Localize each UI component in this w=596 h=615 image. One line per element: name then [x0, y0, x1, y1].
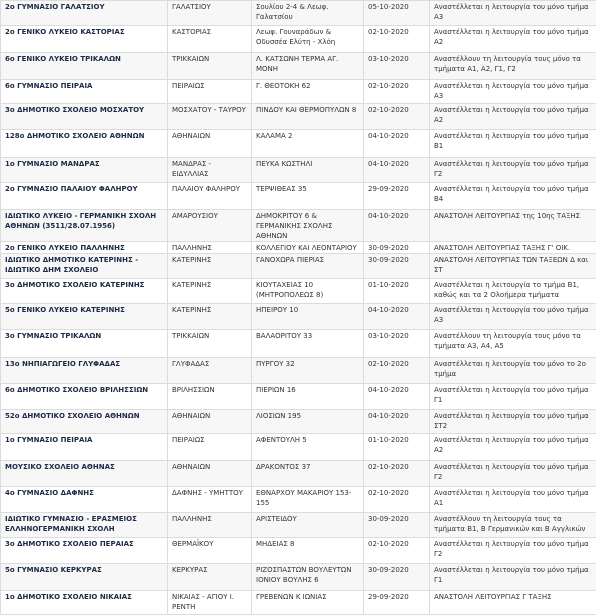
- address: ΠΙΝΔΟΥ ΚΑΙ ΘΕΡΜΟΠΥΛΩΝ 8: [252, 104, 364, 130]
- table-row: [1, 330, 596, 358]
- table-row: [1, 410, 596, 434]
- table-row: [1, 183, 596, 210]
- date: 30-09-2020: [364, 564, 430, 591]
- date: 02-10-2020: [364, 104, 430, 130]
- date: 03-10-2020: [364, 53, 430, 80]
- address: ΓΑΝΟΧΩΡΑ ΠΙΕΡΙΑΣ: [252, 254, 364, 279]
- address: ΡΙΖΟΣΠΑΣΤΩΝ ΒΟΥΛΕΥΤΩΝ ΙΟΝΙΟΥ ΒΟΥΛΗΣ 6: [252, 564, 364, 591]
- address: ΗΠΕΙΡΟΥ 10: [252, 304, 364, 330]
- municipality: ΠΑΛΑΙΟΥ ΦΑΛΗΡΟΥ: [168, 183, 252, 210]
- address: ΠΕΥΚΑ ΚΩΣΤΗΛΙ: [252, 158, 364, 183]
- status-text: Αναστέλλεται η λειτουργία του μόνο τμήμα Α2: [430, 434, 596, 461]
- municipality: ΤΡΙΚΚΑΙΩΝ: [168, 53, 252, 80]
- school-name: 3ο ΔΗΜΟΤΙΚΟ ΣΧΟΛΕΙΟ ΚΑΤΕΡΙΝΗΣ: [1, 279, 168, 304]
- table-row: [1, 53, 596, 80]
- municipality: ΔΑΦΝΗΣ - ΥΜΗΤΤΟΥ: [168, 487, 252, 513]
- school-name: 2ο ΓΕΝΙΚΟ ΛΥΚΕΙΟ ΚΑΣΤΟΡΙΑΣ: [1, 26, 168, 53]
- status-text: ΑΝΑΣΤΟΛΗ ΛΕΙΤΟΥΡΓΙΑΣ της 10ης ΤΑΞΗΣ: [430, 210, 596, 242]
- address: Σουλίου 2-4 & Λεωφ. Γαλατσίου: [252, 1, 364, 26]
- date: 04-10-2020: [364, 210, 430, 242]
- municipality: ΑΘΗΝΑΙΩΝ: [168, 130, 252, 158]
- address: ΔΡΑΚΟΝΤΟΣ 37: [252, 461, 364, 487]
- date: 04-10-2020: [364, 384, 430, 410]
- table-row: [1, 279, 596, 304]
- address: ΠΙΕΡΙΩΝ 16: [252, 384, 364, 410]
- status-text: ΑΝΑΣΤΟΛΗ ΛΕΙΤΟΥΡΓΙΑΣ ΤΩΝ ΤΑΞΕΩΝ Δ και ΣΤ: [430, 254, 596, 279]
- municipality: ΑΘΗΝΑΙΩΝ: [168, 410, 252, 434]
- school-name: 1ο ΔΗΜΟΤΙΚΟ ΣΧΟΛΕΙΟ ΝΙΚΑΙΑΣ: [1, 591, 168, 615]
- address: ΒΑΛΑΟΡΙΤΟΥ 33: [252, 330, 364, 358]
- municipality: ΓΛΥΦΑΔΑΣ: [168, 358, 252, 384]
- school-name: 2ο ΓΕΝΙΚΟ ΛΥΚΕΙΟ ΠΑΛΛΗΝΗΣ: [1, 242, 168, 254]
- address: ΤΕΡΨΙΘΕΑΣ 35: [252, 183, 364, 210]
- municipality: ΜΑΝΔΡΑΣ - ΕΙΔΥΛΛΙΑΣ: [168, 158, 252, 183]
- status-text: ΑΝΑΣΤΟΛΗ ΛΕΙΤΟΥΡΓΙΑΣ Γ ΤΑΞΗΣ: [430, 591, 596, 615]
- table-body: [1, 1, 596, 615]
- address: Γ. ΘΕΟΤΟΚΗ 62: [252, 80, 364, 104]
- table-row: [1, 513, 596, 538]
- school-name: 6ο ΓΥΜΝΑΣΙΟ ΠΕΙΡΑΙΑ: [1, 80, 168, 104]
- date: 04-10-2020: [364, 130, 430, 158]
- address: ΔΗΜΟΚΡΙΤΟΥ 6 & ΓΕΡΜΑΝΙΚΗΣ ΣΧΟΛΗΣ ΑΘΗΝΩΝ: [252, 210, 364, 242]
- address: ΑΦΕΝΤΟΥΛΗ 5: [252, 434, 364, 461]
- status-text: Αναστέλλεται η λειτουργία του μόνο τμήμα Α3: [430, 80, 596, 104]
- date: 02-10-2020: [364, 80, 430, 104]
- date: 02-10-2020: [364, 538, 430, 564]
- school-name: ΙΔΙΩΤΙΚΟ ΔΗΜΟΤΙΚΟ ΚΑΤΕΡΙΝΗΣ - ΙΔΙΩΤΙΚΟ ΔΗΜ ΣΧΟΛΕΙΟ: [1, 254, 168, 279]
- municipality: ΜΟΣΧΑΤΟΥ - ΤΑΥΡΟΥ: [168, 104, 252, 130]
- municipality: ΠΕΙΡΑΙΩΣ: [168, 80, 252, 104]
- status-text: Αναστέλλεται η λειτουργία του μόνο τμήμα Γ1: [430, 564, 596, 591]
- status-text: Αναστέλλεται η λειτουργία του μόνο τμήμα Α2: [430, 104, 596, 130]
- date: 30-09-2020: [364, 254, 430, 279]
- address: ΚΑΛΑΜΑ 2: [252, 130, 364, 158]
- school-name: 3ο ΓΥΜΝΑΣΙΟ ΤΡΙΚΑΛΩΝ: [1, 330, 168, 358]
- school-name: 52ο ΔΗΜΟΤΙΚΟ ΣΧΟΛΕΙΟ ΑΘΗΝΩΝ: [1, 410, 168, 434]
- status-text: Αναστέλλουν τη λειτουργία τους τα τμήματα Β1, Β Γερμανικών και Β Αγγλικών: [430, 513, 596, 538]
- status-text: Αναστέλλουν τη λειτουργία τους μόνο τα τμήματα Α3, Α4, Α5: [430, 330, 596, 358]
- school-name: 3ο ΔΗΜΟΤΙΚΟ ΣΧΟΛΕΙΟ ΠΕΡΑΙΑΣ: [1, 538, 168, 564]
- table-row: [1, 461, 596, 487]
- municipality: ΚΑΣΤΟΡΙΑΣ: [168, 26, 252, 53]
- table-row: [1, 104, 596, 130]
- table-row: [1, 26, 596, 53]
- school-name: 5ο ΓΥΜΝΑΣΙΟ ΚΕΡΚΥΡΑΣ: [1, 564, 168, 591]
- table-row: [1, 384, 596, 410]
- date: 04-10-2020: [364, 158, 430, 183]
- school-name: 4ο ΓΥΜΝΑΣΙΟ ΔΑΦΝΗΣ: [1, 487, 168, 513]
- status-text: Αναστέλλεται η λειτουργία του μόνο τμήμα Α3: [430, 1, 596, 26]
- school-name: ΜΟΥΣΙΚΟ ΣΧΟΛΕΙΟ ΑΘΗΝΑΣ: [1, 461, 168, 487]
- table-row: [1, 304, 596, 330]
- date: 03-10-2020: [364, 330, 430, 358]
- school-name: 2ο ΓΥΜΝΑΣΙΟ ΓΑΛΑΤΣΙΟΥ: [1, 1, 168, 26]
- municipality: ΤΡΙΚΚΑΙΩΝ: [168, 330, 252, 358]
- status-text: Αναστέλλεται η λειτουργία του μόνο τμήμα ΣΤ2: [430, 410, 596, 434]
- date: 04-10-2020: [364, 304, 430, 330]
- school-name: 6ο ΔΗΜΟΤΙΚΟ ΣΧΟΛΕΙΟ ΒΡΙΛΗΣΣΙΩΝ: [1, 384, 168, 410]
- address: ΜΗΔΕΙΑΣ 8: [252, 538, 364, 564]
- table-row: [1, 158, 596, 183]
- municipality: ΠΑΛΛΗΝΗΣ: [168, 242, 252, 254]
- status-text: Αναστέλλεται η λειτουργία το τμήμα Β1, καθώς και τα 2 Ολοήμερα τμήματα: [430, 279, 596, 304]
- status-text: Αναστέλλεται η λειτουργία του μόνο το 2ο τμήμα: [430, 358, 596, 384]
- school-name: ΙΔΙΩΤΙΚΟ ΛΥΚΕΙΟ - ΓΕΡΜΑΝΙΚΗ ΣΧΟΛΗ ΑΘΗΝΩΝ (3511/28.07.1956): [1, 210, 168, 242]
- municipality: ΠΑΛΛΗΝΗΣ: [168, 513, 252, 538]
- date: 01-10-2020: [364, 434, 430, 461]
- municipality: ΝΙΚΑΙΑΣ - ΑΓΙΟΥ Ι. ΡΕΝΤΗ: [168, 591, 252, 615]
- table-row: [1, 434, 596, 461]
- municipality: ΚΑΤΕΡΙΝΗΣ: [168, 279, 252, 304]
- municipality: ΚΑΤΕΡΙΝΗΣ: [168, 254, 252, 279]
- date: 05-10-2020: [364, 1, 430, 26]
- status-text: Αναστέλλεται η λειτουργία του μόνο τμήμα Β4: [430, 183, 596, 210]
- school-name: 6ο ΓΕΝΙΚΟ ΛΥΚΕΙΟ ΤΡΙΚΑΛΩΝ: [1, 53, 168, 80]
- municipality: ΠΕΙΡΑΙΩΣ: [168, 434, 252, 461]
- school-name: ΙΔΙΩΤΙΚΟ ΓΥΜΝΑΣΙΟ - ΕΡΑΣΜΕΙΟΣ ΕΛΛΗΝΟΓΕΡΜΑΝΙΚΗ ΣΧΟΛΗ: [1, 513, 168, 538]
- school-name: 1ο ΓΥΜΝΑΣΙΟ ΠΕΙΡΑΙΑ: [1, 434, 168, 461]
- status-text: Αναστέλλεται η λειτουργία του μόνο τμήμα Α2: [430, 26, 596, 53]
- address: Λεωφ. Γουναράδων & Οδυσσέα Ελύτη - Χλόη: [252, 26, 364, 53]
- status-text: Αναστέλλεται η λειτουργία του μόνο τμήμα Β1: [430, 130, 596, 158]
- status-text: Αναστέλλουν τη λειτουργία τους μόνο τα τμήματα Α1, Α2, Γ1, Γ2: [430, 53, 596, 80]
- address: ΚΟΛΛΕΓΙΟΥ ΚΑΙ ΛΕΟΝΤΑΡΙΟΥ: [252, 242, 364, 254]
- municipality: ΚΕΡΚΥΡΑΣ: [168, 564, 252, 591]
- table-row: [1, 80, 596, 104]
- school-name: 13ο ΝΗΠΙΑΓΩΓΕΙΟ ΓΛΥΦΑΔΑΣ: [1, 358, 168, 384]
- municipality: ΘΕΡΜΑΪΚΟΥ: [168, 538, 252, 564]
- municipality: ΑΘΗΝΑΙΩΝ: [168, 461, 252, 487]
- status-text: Αναστέλλεται η λειτουργία του μόνο τμήμα Γ1: [430, 384, 596, 410]
- school-name: 5ο ΓΕΝΙΚΟ ΛΥΚΕΙΟ ΚΑΤΕΡΙΝΗΣ: [1, 304, 168, 330]
- status-text: Αναστέλλεται η λειτουργία του μόνο τμήμα Γ2: [430, 538, 596, 564]
- address: ΑΡΙΣΤΕΙΔΟΥ: [252, 513, 364, 538]
- school-name: 1ο ΓΥΜΝΑΣΙΟ ΜΑΝΔΡΑΣ: [1, 158, 168, 183]
- status-text: Αναστέλλεται η λειτουργία του μόνο τμήμα Α3: [430, 304, 596, 330]
- date: 02-10-2020: [364, 26, 430, 53]
- date: 02-10-2020: [364, 461, 430, 487]
- date: 04-10-2020: [364, 410, 430, 434]
- address: ΛΙΟΣΙΩΝ 195: [252, 410, 364, 434]
- status-text: Αναστέλλεται η λειτουργία του μόνο τμήμα Γ2: [430, 461, 596, 487]
- table-row: [1, 210, 596, 242]
- address: ΕΘΝΑΡΧΟΥ ΜΑΚΑΡΙΟΥ 153-155: [252, 487, 364, 513]
- municipality: ΚΑΤΕΡΙΝΗΣ: [168, 304, 252, 330]
- date: 29-09-2020: [364, 591, 430, 615]
- date: 02-10-2020: [364, 358, 430, 384]
- date: 29-09-2020: [364, 183, 430, 210]
- table-row: [1, 1, 596, 26]
- date: 30-09-2020: [364, 242, 430, 254]
- table-row: [1, 487, 596, 513]
- table-row: [1, 564, 596, 591]
- status-text: ΑΝΑΣΤΟΛΗ ΛΕΙΤΟΥΡΓΙΑΣ ΤΑΞΗΣ Γ' ΟΙΚ.: [430, 242, 596, 254]
- table-row: [1, 538, 596, 564]
- date: 02-10-2020: [364, 487, 430, 513]
- school-name: 2ο ΓΥΜΝΑΣΙΟ ΠΑΛΑΙΟΥ ΦΑΛΗΡΟΥ: [1, 183, 168, 210]
- date: 30-09-2020: [364, 513, 430, 538]
- municipality: ΑΜΑΡΟΥΣΙΟΥ: [168, 210, 252, 242]
- municipality: ΒΡΙΛΗΣΣΙΩΝ: [168, 384, 252, 410]
- status-text: Αναστέλλεται η λειτουργία του μόνο τμήμα Α1: [430, 487, 596, 513]
- table-row: [1, 130, 596, 158]
- address: ΠΥΡΓΟΥ 32: [252, 358, 364, 384]
- address: Λ. ΚΑΤΣΩΝΗ ΤΕΡΜΑ ΑΓ. ΜΟΝΗ: [252, 53, 364, 80]
- school-name: 128ο ΔΗΜΟΤΙΚΟ ΣΧΟΛΕΙΟ ΑΘΗΝΩΝ: [1, 130, 168, 158]
- table-row: [1, 591, 596, 615]
- table-row: [1, 242, 596, 254]
- address: ΓΡΕΒΕΝΩΝ Κ ΙΩΝΙΑΣ: [252, 591, 364, 615]
- address: ΚΙΟΥΤΑΧΕΙΑΣ 10 (ΜΗΤΡΟΠΟΛΕΩΣ 8): [252, 279, 364, 304]
- table-row: [1, 254, 596, 279]
- status-text: Αναστέλλεται η λειτουργία του μόνο τμήμα Γ2: [430, 158, 596, 183]
- date: 01-10-2020: [364, 279, 430, 304]
- municipality: ΓΑΛΑΤΣΙΟΥ: [168, 1, 252, 26]
- table-row: [1, 358, 596, 384]
- school-name: 3ο ΔΗΜΟΤΙΚΟ ΣΧΟΛΕΙΟ ΜΟΣΧΑΤΟΥ: [1, 104, 168, 130]
